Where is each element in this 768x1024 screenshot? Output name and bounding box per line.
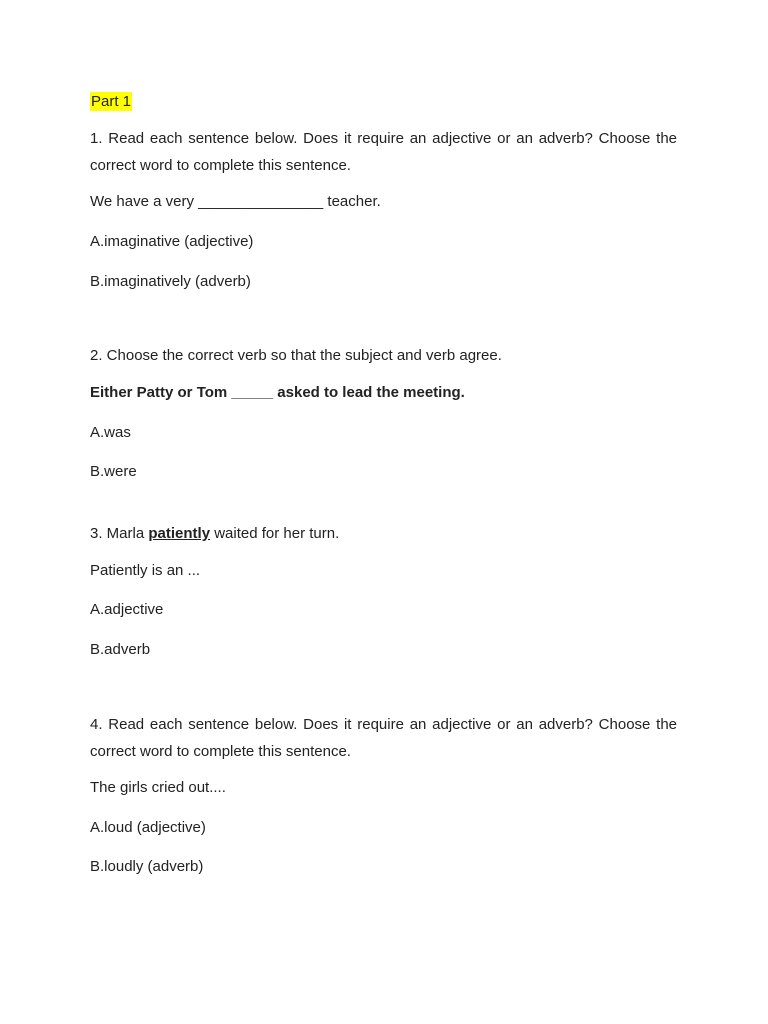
question-2-prompt: 2. Choose the correct verb so that the subject and verb agree. xyxy=(90,347,502,364)
question-1-option-b: B.imaginatively (adverb) xyxy=(90,273,251,290)
question-2-option-b: B.were xyxy=(90,463,137,480)
question-3-emphasis-word: patiently xyxy=(148,525,211,542)
part-heading xyxy=(90,93,132,111)
question-4-option-b: B.loudly (adverb) xyxy=(90,858,204,875)
question-2-sentence: Either Patty or Tom _____ asked to lead the meeting. xyxy=(90,384,465,401)
question-3-prompt-end: waited for her turn. xyxy=(210,525,340,542)
question-3-prompt-start: 3. Marla xyxy=(90,525,149,542)
question-1-option-a: A.imaginative (adjective) xyxy=(90,233,254,250)
question-4-option-a: A.loud (adjective) xyxy=(90,819,206,836)
question-2-option-a: A.was xyxy=(90,424,131,441)
question-4-prompt: 4. Read each sentence below. Does it require an adjective or an adverb? Choose the correct word to complete this sentence. xyxy=(90,716,677,760)
question-3-sentence: Patiently is an ... xyxy=(90,562,201,579)
question-1-sentence: We have a very _______________ teacher. xyxy=(90,193,381,210)
part-label: Part 1 xyxy=(91,93,132,110)
question-3-option-a: A.adjective xyxy=(90,601,164,618)
question-1-prompt: 1. Read each sentence below. Does it require an adjective or an adverb? Choose the correct word to complete this sentence. xyxy=(90,130,677,174)
question-3-prompt xyxy=(90,525,339,543)
question-4-sentence: The girls cried out.... xyxy=(90,779,226,796)
question-3-option-b: B.adverb xyxy=(90,641,151,658)
